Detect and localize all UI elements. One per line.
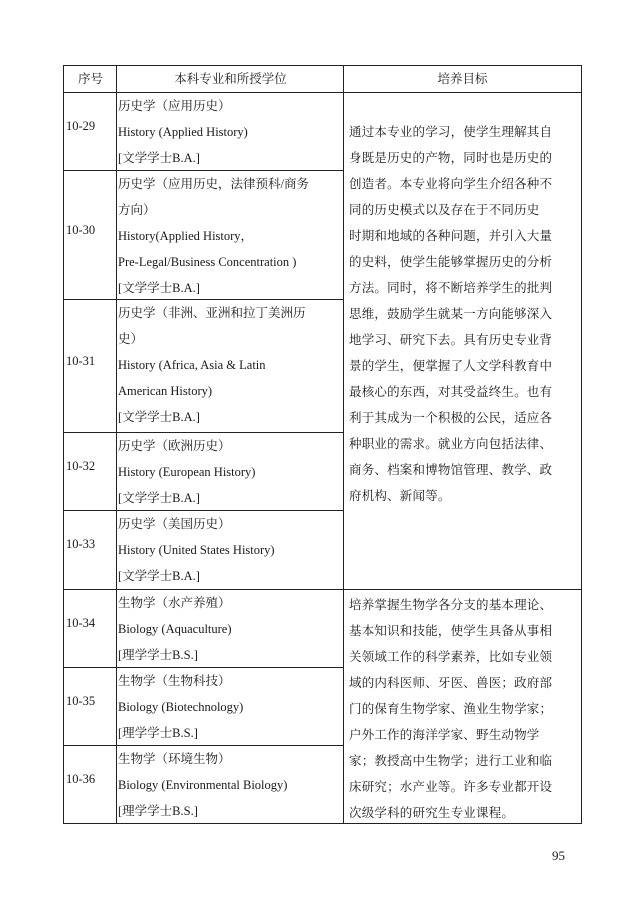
- goal-line: 利于其成为一个积极的公民，适应各: [349, 410, 553, 425]
- row-number: 10-29: [66, 119, 96, 133]
- header-major-degree: 本科专业和所授学位: [174, 71, 287, 86]
- major-cell: [118, 300, 342, 430]
- major-cell: [118, 433, 342, 511]
- goal-line: 种职业的需求。就业方向包括法律、: [349, 436, 553, 451]
- goal-line: 门的保育生物学家、渔业生物学家；: [349, 701, 553, 716]
- major-name-cn: 历史学（非洲、亚洲和拉丁美洲历: [118, 306, 306, 320]
- major-name-en-cont: American History): [118, 384, 213, 398]
- goal-line: 次级学科的研究生专业课程。: [349, 805, 515, 820]
- degree: [文学学士B.A.]: [118, 151, 200, 165]
- goal-line: 最核心的东西，对其受益终生。也有: [349, 384, 553, 399]
- table-row: [64, 433, 344, 511]
- goal-line: 通过本专业的学习，使学生理解其自: [349, 124, 553, 139]
- major-name-cn: 生物学（生物科技）: [118, 674, 231, 688]
- degree: [文学学士B.A.]: [118, 569, 200, 583]
- goal-line: 方法。同时，将不断培养学生的批判: [349, 280, 553, 295]
- degree: [理学学士B.S.]: [118, 804, 198, 818]
- major-name-en-cont: Pre-Legal/Business Concentration ): [118, 255, 297, 269]
- goal-line: 思维，鼓励学生就某一方向能够深入: [349, 306, 553, 321]
- goal-line: 基本知识和技能，使学生具备从事相: [349, 623, 553, 638]
- row-number: 10-33: [66, 537, 96, 551]
- goal-line: 培养掌握生物学各分支的基本理论、: [349, 597, 553, 612]
- row-number: 10-35: [66, 694, 96, 708]
- page-number: 95: [552, 848, 565, 863]
- major-cell: [118, 668, 342, 746]
- goal-line: 商务、档案和博物馆管理、教学、政: [349, 462, 553, 477]
- major-name-cn-cont: 方向）: [118, 203, 156, 217]
- goal-line: 户外工作的海洋学家、野生动物学: [349, 727, 540, 742]
- major-name-cn: 历史学（应用历史，法律预科/商务: [118, 177, 309, 191]
- major-name-en: Biology (Environmental Biology): [118, 778, 288, 792]
- biology-training-goal: [346, 592, 580, 826]
- table-row: [64, 668, 344, 746]
- header-number: 序号: [77, 71, 103, 86]
- row-number: 10-36: [66, 772, 96, 786]
- major-name-en: Biology (Aquaculture): [118, 622, 232, 636]
- table-row: [64, 300, 344, 433]
- goal-line: 时期和地域的各种问题，并引入大量: [349, 228, 553, 243]
- row-number: 10-31: [66, 354, 96, 368]
- major-name-en: Biology (Biotechnology): [118, 700, 244, 714]
- major-name-en: History (Africa, Asia & Latin: [118, 358, 266, 372]
- major-name-en: History (United States History): [118, 543, 275, 557]
- degree: [理学学士B.S.]: [118, 648, 198, 662]
- goal-line: 关领域工作的科学素养，比如专业领: [349, 649, 553, 664]
- major-name-cn-cont: 史）: [118, 332, 144, 346]
- major-name-cn: 历史学（美国历史）: [118, 517, 231, 531]
- table-row: [64, 171, 344, 300]
- goal-line: 同的历史模式以及存在于不同历史: [349, 202, 540, 217]
- table-header: [64, 66, 581, 93]
- table-row: [64, 93, 344, 171]
- major-name-en: History(Applied History，: [118, 229, 254, 243]
- row-number: 10-32: [66, 459, 96, 473]
- goal-line: 创造者。本专业将向学生介绍各种不: [349, 176, 553, 191]
- goal-line: 域的内科医师、牙医、兽医；政府部: [349, 675, 553, 690]
- table-row: [64, 590, 344, 668]
- goal-line: 地学习、研究下去。具有历史专业背: [349, 332, 553, 347]
- degree: [文学学士B.A.]: [118, 410, 200, 424]
- major-name-en: History (Applied History): [118, 125, 248, 139]
- major-name-cn: 历史学（欧洲历史）: [118, 439, 231, 453]
- goal-line: 府机构、新闻等。: [349, 488, 451, 503]
- goal-line: 景的学生，便掌握了人文学科教育中: [349, 358, 553, 373]
- goal-line: 家；教授高中生物学；进行工业和临: [349, 753, 553, 768]
- goal-line: 床研究；水产业等。许多专业都开设: [349, 779, 553, 794]
- header-training-goal: 培养目标: [437, 71, 488, 86]
- major-name-cn: 生物学（环境生物）: [118, 752, 231, 766]
- major-cell: [118, 511, 342, 589]
- major-name-en: History (European History): [118, 465, 256, 479]
- history-training-goal: [346, 119, 580, 509]
- table-row: [64, 511, 581, 590]
- degree: [文学学士B.A.]: [118, 491, 200, 505]
- major-cell: [118, 590, 342, 668]
- row-number: 10-34: [66, 616, 96, 630]
- goal-line: 的史料，使学生能够掌握历史的分析: [349, 254, 553, 269]
- major-cell: [118, 93, 342, 171]
- major-name-cn: 历史学（应用历史）: [118, 99, 231, 113]
- degree: [理学学士B.S.]: [118, 726, 198, 740]
- degree: [文学学士B.A.]: [118, 281, 200, 295]
- row-number: 10-30: [66, 223, 96, 237]
- major-cell: [118, 171, 342, 301]
- table-row: [64, 746, 344, 823]
- major-cell: [118, 746, 342, 824]
- goal-line: 身既是历史的产物，同时也是历史的: [349, 150, 553, 165]
- major-name-cn: 生物学（水产养殖）: [118, 596, 231, 610]
- majors-table: [63, 65, 582, 824]
